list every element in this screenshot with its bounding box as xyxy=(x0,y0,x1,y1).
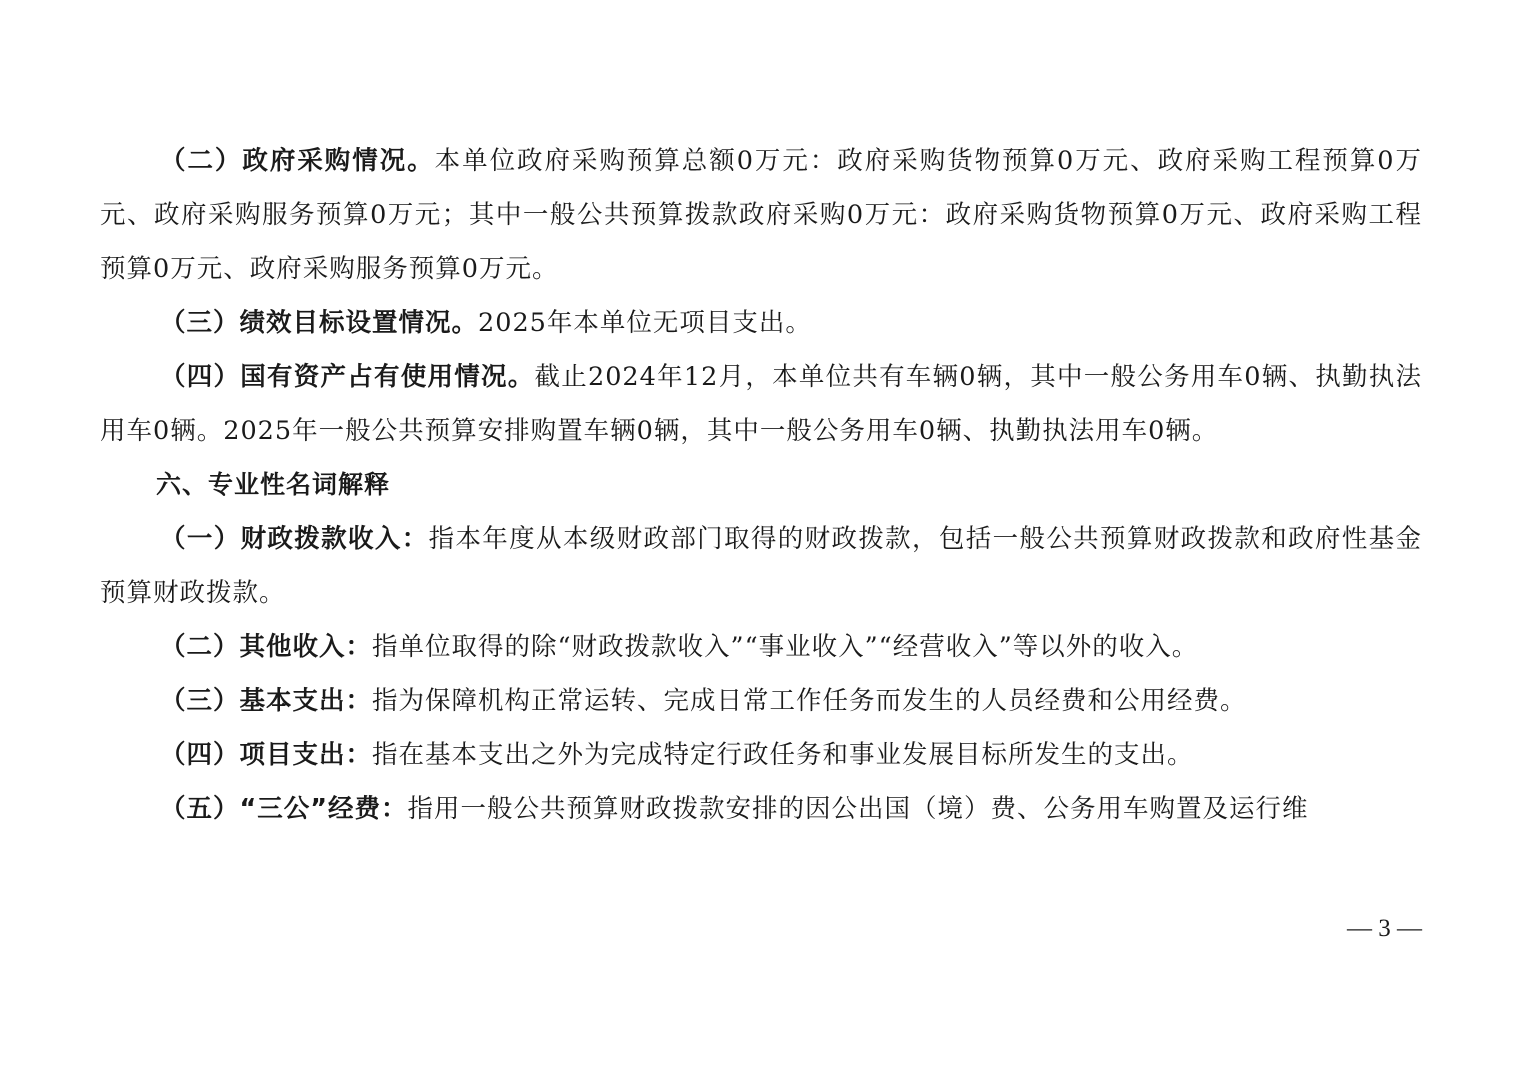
paragraph-text: 截止2024年12月，本单位共有车辆0辆，其中一般公务用车0辆、执勤执法用车0辆。2025年一般公共预算安排购置车辆0辆，其中一般公务用车0辆、执勤执法用车0辆。 xyxy=(100,362,1422,446)
definition-text: 指单位取得的除“财政拨款收入”“事业收入”“经营收入”等以外的收入。 xyxy=(372,632,1199,662)
definition-other-income xyxy=(100,620,1422,674)
definition-term: （三）基本支出： xyxy=(160,686,373,716)
definition-text: 指为保障机构正常运转、完成日常工作任务而发生的人员经费和公用经费。 xyxy=(372,686,1247,716)
definition-text: 指本年度从本级财政部门取得的财政拨款，包括一般公共预算财政拨款和政府性基金预算财政拨款。 xyxy=(100,524,1422,608)
paragraph-government-procurement xyxy=(100,134,1422,296)
paragraph-lead: （三）绩效目标设置情况。 xyxy=(160,308,479,338)
definition-term: （二）其他收入： xyxy=(160,632,373,662)
paragraph-lead: （四）国有资产占有使用情况。 xyxy=(160,362,535,392)
paragraph-performance-goals xyxy=(100,296,1422,350)
paragraph-lead: （二）政府采购情况。 xyxy=(160,146,435,176)
definition-term: （五）“三公”经费： xyxy=(160,794,408,824)
definition-text: 指在基本支出之外为完成特定行政任务和事业发展目标所发生的支出。 xyxy=(372,740,1194,770)
paragraph-text: 2025年本单位无项目支出。 xyxy=(478,308,812,338)
section-heading: 六、专业性名词解释 xyxy=(156,470,391,499)
paragraph-text: 本单位政府采购预算总额0万元：政府采购货物预算0万元、政府采购工程预算0万元、政府采购服务预算0万元；其中一般公共预算拨款政府采购0万元：政府采购货物预算0万元、政府采购工程预算0万元、政府采购服务预算0万元。 xyxy=(100,146,1422,284)
document-body xyxy=(100,134,1422,836)
definition-basic-expenditure xyxy=(100,674,1422,728)
definition-term: （一）财政拨款收入： xyxy=(160,524,429,554)
definition-fiscal-appropriation-income xyxy=(100,512,1422,620)
definition-project-expenditure xyxy=(100,728,1422,782)
definition-three-public-expenses xyxy=(100,782,1422,836)
page-number: — 3 — xyxy=(1347,915,1422,942)
paragraph-state-assets xyxy=(100,350,1422,458)
definition-text: 指用一般公共预算财政拨款安排的因公出国（境）费、公务用车购置及运行维 xyxy=(407,794,1309,824)
definition-term: （四）项目支出： xyxy=(160,740,373,770)
